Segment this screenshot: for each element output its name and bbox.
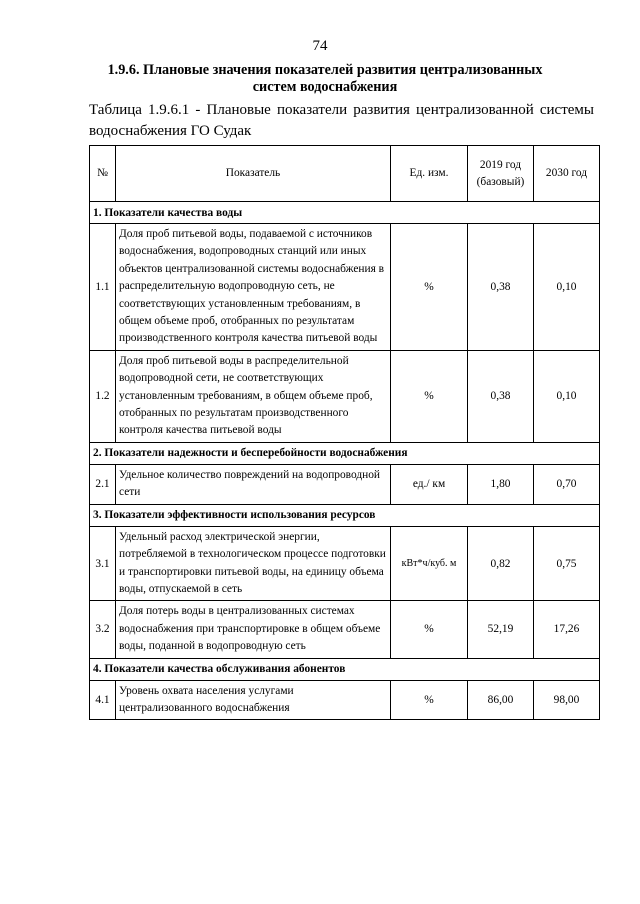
- indicators-table: [89, 145, 600, 720]
- header-base-year: 2019 год (базовый): [468, 146, 534, 202]
- section-heading: 1.9.6. Плановые значения показателей развития централизованных систем водоснабжения: [107, 62, 543, 95]
- row-indicator: Доля проб питьевой воды, подаваемой с источников водоснабжения, водопроводных станций или иных объектов централизованной системы водоснабжения в распределительную водопроводную сеть, не соответствующих установленным требованиям, в общем объеме проб, отобранных по результатам производственного контроля качества питьевой воды: [116, 224, 391, 351]
- row-num: 1.1: [90, 224, 116, 351]
- row-value-2030: 0,10: [534, 350, 600, 442]
- row-unit: %: [391, 601, 468, 658]
- table-header-row: [90, 146, 600, 202]
- header-num: №: [90, 146, 116, 202]
- row-value-2019: 0,82: [468, 526, 534, 601]
- table-row: [90, 526, 600, 601]
- row-value-2030: 0,10: [534, 224, 600, 351]
- row-value-2030: 0,70: [534, 464, 600, 504]
- header-target-year: 2030 год: [534, 146, 600, 202]
- table-row: [90, 350, 600, 442]
- row-num: 1.2: [90, 350, 116, 442]
- row-unit: ед./ км: [391, 464, 468, 504]
- row-indicator: Доля проб питьевой воды в распределительной водопроводной сети, не соответствующих установленным требованиям, в общем объеме проб, отобранных по результатам производственного контроля качества питьевой воды: [116, 350, 391, 442]
- row-unit: %: [391, 350, 468, 442]
- group-title: 3. Показатели эффективности использования ресурсов: [90, 504, 600, 526]
- row-value-2030: 0,75: [534, 526, 600, 601]
- row-unit: %: [391, 680, 468, 720]
- group-row: [90, 202, 600, 224]
- table-row: [90, 464, 600, 504]
- header-unit: Ед. изм.: [391, 146, 468, 202]
- group-row: [90, 658, 600, 680]
- row-num: 4.1: [90, 680, 116, 720]
- group-title: 2. Показатели надежности и бесперебойности водоснабжения: [90, 442, 600, 464]
- row-value-2019: 52,19: [468, 601, 534, 658]
- row-num: 2.1: [90, 464, 116, 504]
- row-indicator: Удельное количество повреждений на водопроводной сети: [116, 464, 391, 504]
- table-row: [90, 601, 600, 658]
- row-indicator: Удельный расход электрической энергии, потребляемой в технологическом процессе подготовки и транспортировки питьевой воды, на единицу объема воды, отпускаемой в сеть: [116, 526, 391, 601]
- row-indicator: Доля потерь воды в централизованных системах водоснабжения при транспортировке в общем объеме воды, поданной в водопроводную сеть: [116, 601, 391, 658]
- row-unit: кВт*ч/куб. м: [391, 526, 468, 601]
- row-indicator: Уровень охвата населения услугами централизованного водоснабжения: [116, 680, 391, 720]
- table-row: [90, 224, 600, 351]
- header-indicator: Показатель: [116, 146, 391, 202]
- table-row: [90, 680, 600, 720]
- group-title: 1. Показатели качества воды: [90, 202, 600, 224]
- group-title: 4. Показатели качества обслуживания абонентов: [90, 658, 600, 680]
- row-value-2030: 17,26: [534, 601, 600, 658]
- row-unit: %: [391, 224, 468, 351]
- row-num: 3.2: [90, 601, 116, 658]
- row-value-2019: 0,38: [468, 350, 534, 442]
- group-row: [90, 504, 600, 526]
- row-num: 3.1: [90, 526, 116, 601]
- page-number: 74: [312, 38, 328, 54]
- table-caption: Таблица 1.9.6.1 - Плановые показатели развития централизованной системы водоснабжения ГО Судак: [89, 102, 594, 139]
- row-value-2019: 0,38: [468, 224, 534, 351]
- row-value-2019: 86,00: [468, 680, 534, 720]
- row-value-2030: 98,00: [534, 680, 600, 720]
- row-value-2019: 1,80: [468, 464, 534, 504]
- group-row: [90, 442, 600, 464]
